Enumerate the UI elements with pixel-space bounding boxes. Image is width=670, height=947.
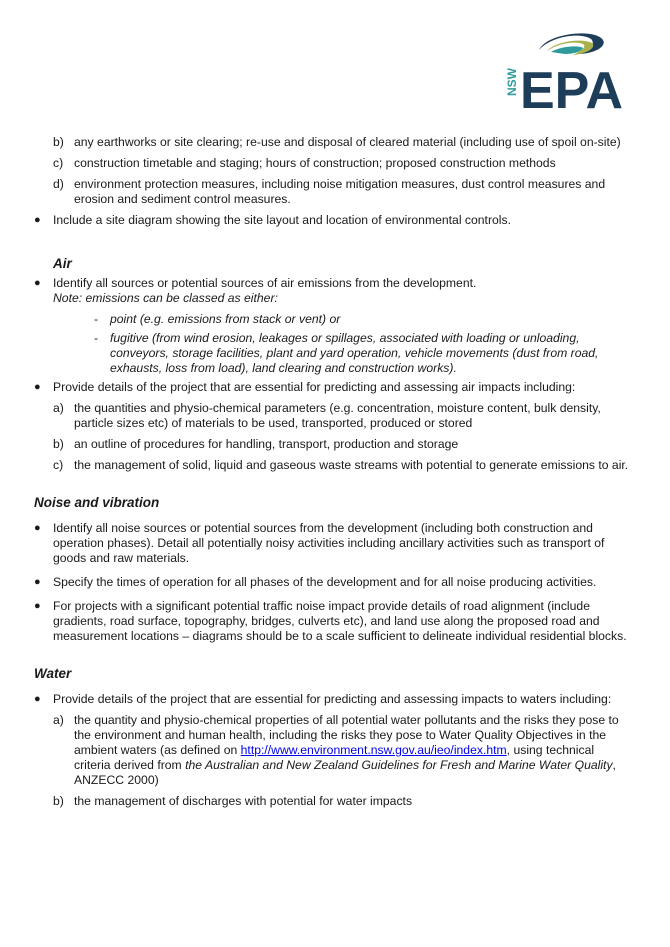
list-marker: a)	[53, 713, 64, 727]
list-item-text: the quantities and physio-chemical parameters (e.g. concentration, moisture content, bulk density, particle sizes etc) of materials to be used, transported, produced or stored	[74, 401, 601, 430]
section-heading-noise: Noise and vibration	[34, 495, 160, 510]
logo-epa-text: EPA	[520, 62, 624, 112]
text-segment: the quantity and physio-chemical properties of all potential water pollutants and the risks they pose to the environment and human health, including the risks they pose to Water Quality Objectives in the ambient waters (as defined on	[74, 713, 619, 757]
bullet-item	[34, 521, 634, 566]
text-segment: , ANZECC 2000)	[74, 758, 616, 787]
bullet-text: Specify the times of operation for all phases of the development and for all noise producing activities.	[53, 575, 597, 589]
list-item	[34, 794, 634, 809]
bullet-icon: ●	[34, 381, 41, 393]
epa-water-link[interactable]: http://www.environment.nsw.gov.au/ieo/index.htm	[240, 743, 507, 757]
list-item-text: environment protection measures, including noise mitigation measures, dust control measures and erosion and sediment control measures.	[74, 177, 606, 206]
dash-item-text: fugitive (from wind erosion, leakages or spillages, associated with loading or unloading, conveyors, storage facilities, plant and yard operation, vehicle movements (dust from road, exhausts, loss from load), land clearing and construction works).	[110, 331, 599, 375]
list-item-text: any earthworks or site clearing; re-use and disposal of cleared material (including use of spoil on-site)	[74, 135, 621, 149]
list-item	[34, 177, 634, 207]
list-marker: b)	[53, 135, 64, 149]
dash-marker: -	[94, 312, 99, 326]
list-item	[34, 458, 634, 473]
list-item-text: an outline of procedures for handling, transport, production and storage	[74, 437, 459, 451]
bullet-icon: ●	[34, 277, 41, 289]
bullet-text: Include a site diagram showing the site layout and location of environmental controls.	[53, 213, 511, 227]
list-marker: b)	[53, 437, 64, 451]
bullet-item	[34, 575, 634, 590]
note-text: Note: emissions can be classed as either:	[53, 291, 278, 305]
list-marker: c)	[53, 458, 64, 472]
section-heading-air: Air	[53, 256, 72, 271]
list-marker: c)	[53, 156, 64, 170]
epa-swoosh-icon	[503, 30, 625, 112]
list-item	[34, 135, 634, 150]
bullet-item	[34, 692, 634, 707]
list-item	[34, 401, 634, 431]
list-item-text: construction timetable and staging; hours of construction; proposed construction methods	[74, 156, 556, 170]
bullet-icon: ●	[34, 522, 41, 534]
dash-item-text: point (e.g. emissions from stack or vent) or	[110, 312, 341, 326]
bullet-icon: ●	[34, 693, 41, 705]
list-item-text	[74, 713, 619, 787]
list-item-text: the management of solid, liquid and gaseous waste streams with potential to generate emissions to air.	[74, 458, 629, 472]
bullet-text: Identify all sources or potential sources of air emissions from the development.	[53, 276, 477, 290]
dash-marker: -	[94, 331, 99, 345]
nsw-epa-logo	[503, 30, 625, 112]
bullet-text: Provide details of the project that are essential for predicting and assessing air impacts including:	[53, 380, 576, 394]
bullet-text: For projects with a significant potential traffic noise impact provide details of road alignment (include gradients, road surface, topography, bridges, culverts etc), and land use along the proposed road and measurement locations – diagrams should be to a scale sufficient to delineate individual residential blocks.	[53, 599, 627, 643]
dash-item	[34, 312, 634, 327]
text-segment: , using technical criteria derived from	[74, 743, 595, 772]
section-heading-water: Water	[34, 666, 72, 681]
list-item	[34, 156, 634, 171]
logo-nsw-text: NSW	[505, 68, 519, 96]
list-item-text: the management of discharges with potential for water impacts	[74, 794, 413, 808]
list-marker: a)	[53, 401, 64, 415]
bullet-item	[34, 599, 634, 644]
bullet-item	[34, 213, 634, 228]
bullet-icon: ●	[34, 214, 41, 226]
bullet-icon: ●	[34, 600, 41, 612]
guideline-title: the Australian and New Zealand Guidelines for Fresh and Marine Water Quality	[185, 758, 613, 772]
dash-item	[34, 331, 634, 376]
list-item	[34, 713, 634, 788]
bullet-icon: ●	[34, 576, 41, 588]
list-marker: d)	[53, 177, 64, 191]
bullet-text: Provide details of the project that are essential for predicting and assessing impacts to waters including:	[53, 692, 612, 706]
list-marker: b)	[53, 794, 64, 808]
bullet-item	[34, 276, 634, 291]
bullet-text: Identify all noise sources or potential sources from the development (including both construction and operation phases). Detail all potentially noisy activities including ancillary activities such as transport of goods and raw materials.	[53, 521, 605, 565]
document-body	[34, 135, 634, 815]
bullet-item	[34, 380, 634, 395]
list-item	[34, 437, 634, 452]
